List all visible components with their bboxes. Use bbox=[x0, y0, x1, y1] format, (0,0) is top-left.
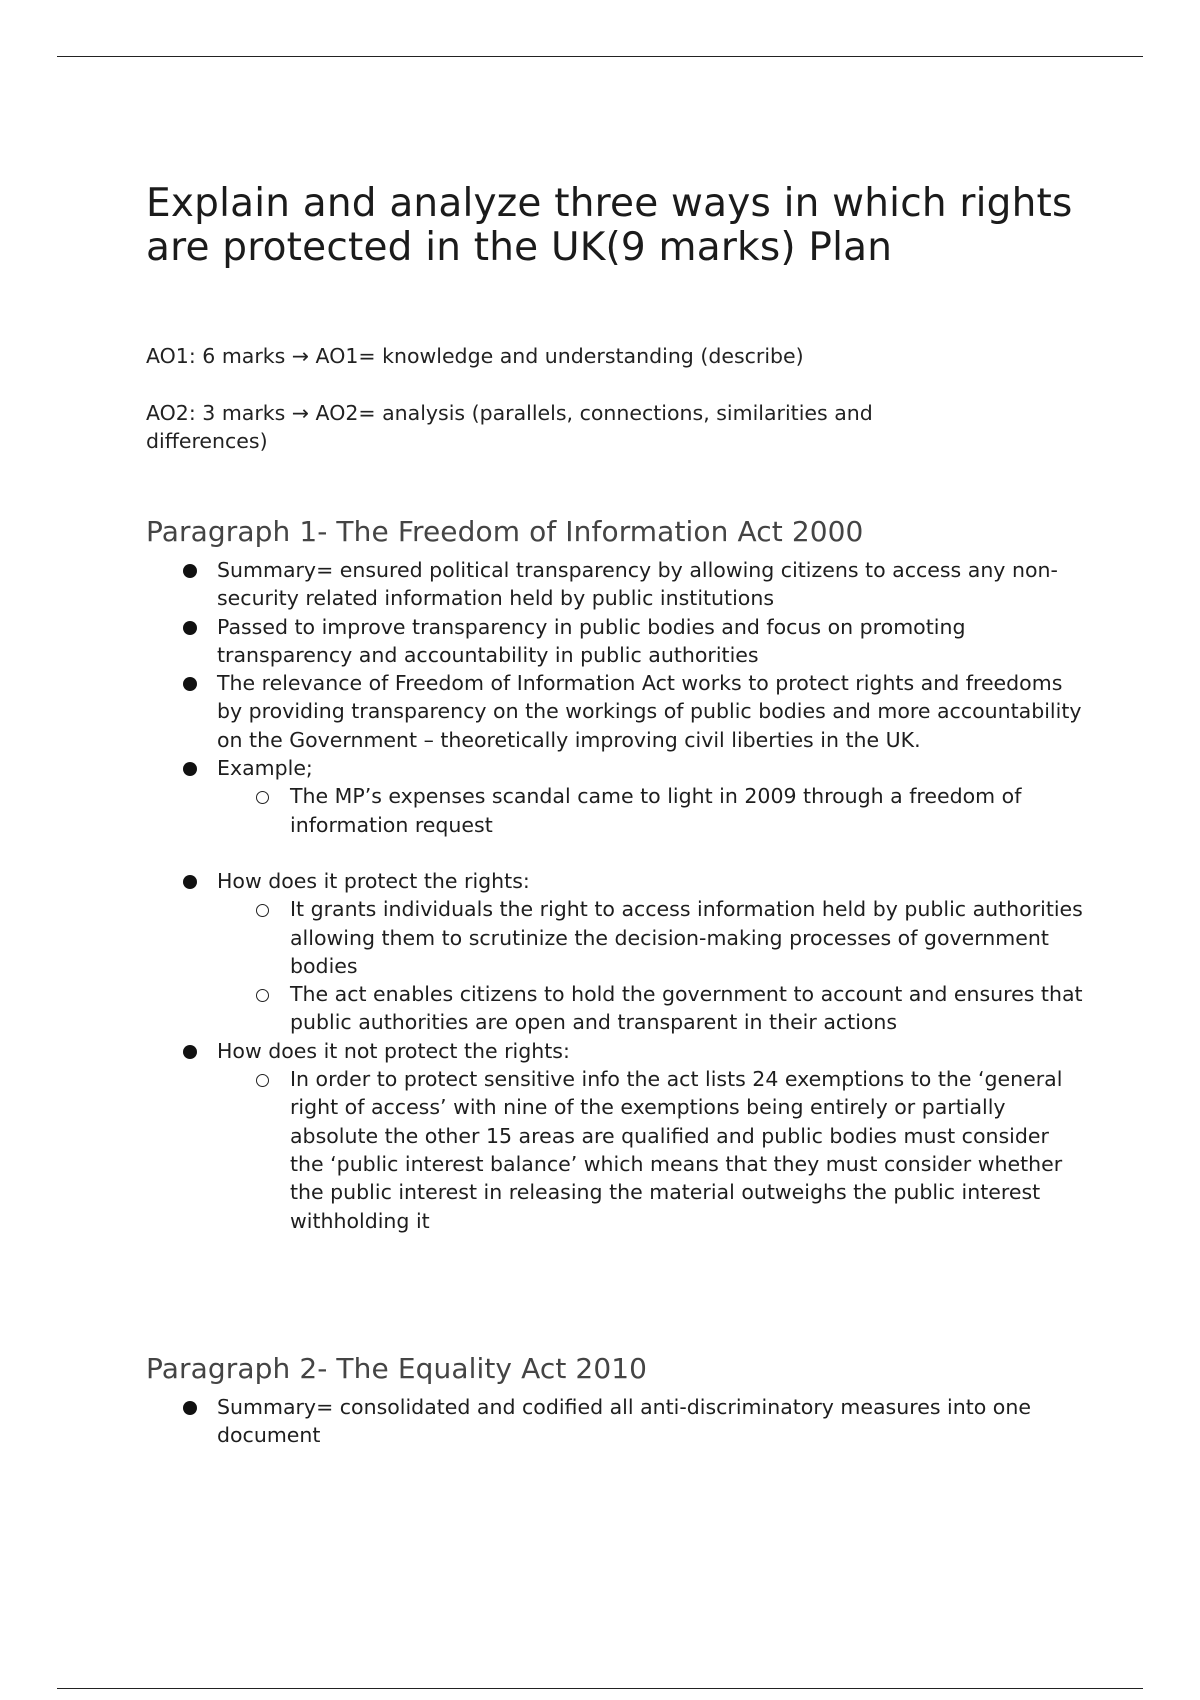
hollow-bullet-icon bbox=[256, 904, 269, 917]
protects-label: How does it protect the rights: bbox=[217, 868, 530, 893]
filled-bullet-icon bbox=[183, 875, 197, 889]
relevance-text: The relevance of Freedom of Information Act works to protect rights and freedoms by providing transparency on the workings of public bodies and more accountability on the Government – theoretically improving civil liberties in the UK. bbox=[217, 671, 1082, 752]
sub-bullet-item bbox=[290, 1065, 1087, 1235]
example-sublist bbox=[217, 782, 1087, 839]
passed-text: Passed to improve transparency in public bodies and focus on promoting transparency and accountability in public authorities bbox=[217, 614, 966, 667]
not-protects-sublist bbox=[217, 1065, 1087, 1235]
paragraph2-heading: Paragraph 2- The Equality Act 2010 bbox=[146, 1352, 648, 1385]
example-text: The MP’s expenses scandal came to light in 2009 through a freedom of information request bbox=[290, 784, 1022, 837]
filled-bullet-icon bbox=[183, 677, 197, 691]
sub-bullet-item bbox=[290, 980, 1087, 1037]
hollow-bullet-icon bbox=[256, 989, 269, 1002]
filled-bullet-icon bbox=[183, 621, 197, 635]
example-label: Example; bbox=[217, 756, 313, 781]
bullet-item bbox=[217, 867, 1087, 1037]
bullet-item bbox=[217, 1037, 1087, 1235]
not-protects-label: How does it not protect the rights: bbox=[217, 1038, 570, 1063]
sub-bullet-item bbox=[290, 782, 1087, 839]
filled-bullet-icon bbox=[183, 1045, 197, 1059]
paragraph1-bullet-list bbox=[217, 556, 1087, 1235]
not-protects-text: In order to protect sensitive info the act lists 24 exemptions to the ‘general right of access’ with nine of the exemptions being entirely or partially absolute the other 15 areas are qualified and public bodies must consider the ‘public interest balance’ which means that they must consider whether the public interest in releasing the material outweighs the public interest withholding it bbox=[290, 1067, 1063, 1233]
bullet-item bbox=[217, 1393, 1087, 1450]
filled-bullet-icon bbox=[183, 762, 197, 776]
protects-text: The act enables citizens to hold the government to account and ensures that public authorities are open and transparent in their actions bbox=[290, 982, 1083, 1035]
ao2-line: AO2: 3 marks → AO2= analysis (parallels, connections, similarities and differences) bbox=[146, 401, 873, 453]
top-rule bbox=[57, 56, 1143, 57]
sub-bullet-item bbox=[290, 895, 1087, 980]
hollow-bullet-icon bbox=[256, 1074, 269, 1087]
hollow-bullet-icon bbox=[256, 791, 269, 804]
filled-bullet-icon bbox=[183, 564, 197, 578]
summary-text: Summary= consolidated and codified all anti-discriminatory measures into one document bbox=[217, 1395, 1031, 1448]
filled-bullet-icon bbox=[183, 1401, 197, 1415]
paragraph2-bullet-list bbox=[217, 1393, 1087, 1450]
bullet-item bbox=[217, 669, 1087, 754]
summary-text: Summary= ensured political transparency by allowing citizens to access any non-security related information held by public institutions bbox=[217, 558, 1058, 611]
bullet-item bbox=[217, 556, 1087, 613]
bullet-item bbox=[217, 613, 1087, 670]
protects-text: It grants individuals the right to access information held by public authorities allowing them to scrutinize the decision-making processes of government bodies bbox=[290, 897, 1083, 978]
page-title: Explain and analyze three ways in which rights are protected in the UK(9 marks) Plan bbox=[146, 181, 1073, 270]
bottom-rule bbox=[57, 1688, 1143, 1689]
ao1-line: AO1: 6 marks → AO1= knowledge and understanding (describe) bbox=[146, 344, 804, 368]
paragraph1-heading: Paragraph 1- The Freedom of Information Act 2000 bbox=[146, 515, 864, 548]
protects-sublist bbox=[217, 895, 1087, 1036]
bullet-item bbox=[217, 754, 1087, 839]
